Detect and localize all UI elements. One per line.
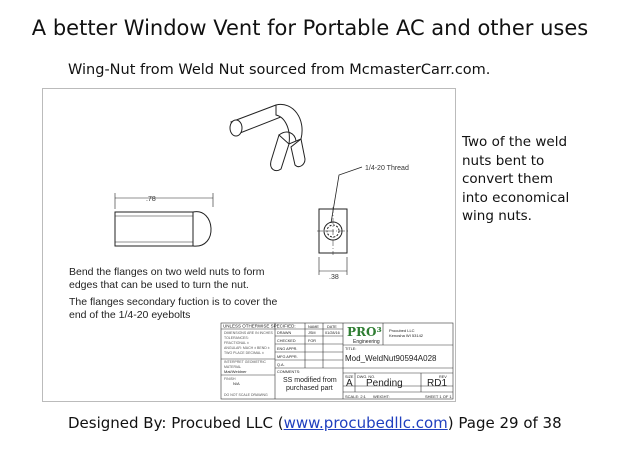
mfg-appr-label: MFG APPR. bbox=[277, 355, 298, 359]
isometric-view bbox=[230, 104, 305, 170]
name-header: NAME bbox=[308, 325, 319, 329]
website-link[interactable]: www.procubedllc.com bbox=[283, 414, 448, 432]
finish-label: FINISH bbox=[224, 377, 236, 381]
drawn-date: 01/28/16 bbox=[325, 331, 340, 335]
drawn-name: JSM bbox=[308, 331, 316, 335]
date-header: DATE bbox=[327, 325, 337, 329]
checked-name: FOR bbox=[308, 339, 317, 343]
qa-label: Q.A. bbox=[277, 363, 285, 367]
slide-subtitle: Wing-Nut from Weld Nut sourced from McmasterCarr.com. bbox=[68, 62, 491, 78]
size-value: A bbox=[346, 378, 353, 389]
footer bbox=[68, 414, 562, 432]
scale-label: SCALE: 2:1 bbox=[345, 394, 366, 399]
eng-appr-label: ENG APPR. bbox=[277, 347, 298, 351]
engineering-drawing bbox=[42, 88, 456, 402]
tolerance-note: INTERPRET GEOMETRIC bbox=[224, 360, 266, 364]
side-note: Two of the weld nuts bent to convert them into economical wing nuts. bbox=[462, 134, 570, 224]
comment-line: purchased part bbox=[286, 385, 333, 392]
comment-line: SS modified from bbox=[283, 377, 337, 384]
thread-callout: 1/4-20 Thread bbox=[365, 165, 409, 172]
title-label: TITLE: bbox=[345, 347, 357, 351]
width-dimension: .38 bbox=[329, 274, 339, 281]
note-line: Bend the flanges on two weld nuts to form bbox=[69, 266, 265, 278]
footer-suffix: ) Page 29 of 38 bbox=[447, 414, 562, 432]
weight-label: WEIGHT: bbox=[373, 394, 390, 399]
company-name: Procubed LLC bbox=[389, 328, 415, 333]
rev-label: REV bbox=[439, 375, 447, 379]
slide-title: A better Window Vent for Portable AC and other uses bbox=[31, 16, 589, 40]
side-view bbox=[115, 193, 213, 246]
do-not-scale-label: DO NOT SCALE DRAWING bbox=[224, 393, 268, 397]
tolerance-note: FRACTIONAL ± bbox=[224, 341, 249, 345]
front-view bbox=[317, 167, 362, 275]
comments-label: COMMENTS: bbox=[277, 370, 301, 374]
drawn-label: DRAWN bbox=[277, 331, 292, 335]
unless-specified-label: UNLESS OTHERWISE SPECIFIED: bbox=[223, 323, 296, 329]
note-line: end of the 1/4-20 eyebolts bbox=[69, 309, 191, 321]
note-line: edges that can be used to turn the nut. bbox=[69, 279, 249, 291]
rev-value: RD1 bbox=[427, 378, 448, 389]
size-label: SIZE bbox=[345, 375, 354, 379]
tolerance-note: DIMENSIONS ARE IN INCHES bbox=[224, 331, 273, 335]
tolerance-note: ANGULAR: MACH ± BEND ± bbox=[224, 346, 270, 350]
checked-label: CHECKED bbox=[277, 339, 296, 343]
sheet-label: SHEET 1 OF 1 bbox=[425, 394, 452, 399]
tolerance-note: TOLERANCES: bbox=[224, 336, 249, 340]
company-location: Kenosha WI 53142 bbox=[389, 333, 424, 338]
tolerance-note: TWO PLACE DECIMAL ± bbox=[224, 351, 264, 355]
length-dimension: .78 bbox=[146, 196, 156, 203]
footer-prefix: Designed By: Procubed LLC ( bbox=[68, 414, 284, 432]
part-title: Mod_WeldNut90594A028 bbox=[345, 354, 437, 363]
pro3-logo: PRO³ bbox=[347, 325, 382, 339]
note-line: The flanges secondary fuction is to cover the bbox=[69, 296, 278, 308]
dwg-no-value: Pending bbox=[366, 378, 403, 389]
material-label: MATERIAL bbox=[224, 365, 242, 369]
drawing-canvas bbox=[43, 89, 455, 401]
finish-value: N/A bbox=[233, 381, 240, 386]
dwg-no-label: DWG. NO. bbox=[357, 375, 376, 379]
material-value: Mat/Weldner bbox=[224, 369, 247, 374]
logo-subtitle: Engineering bbox=[353, 339, 380, 345]
